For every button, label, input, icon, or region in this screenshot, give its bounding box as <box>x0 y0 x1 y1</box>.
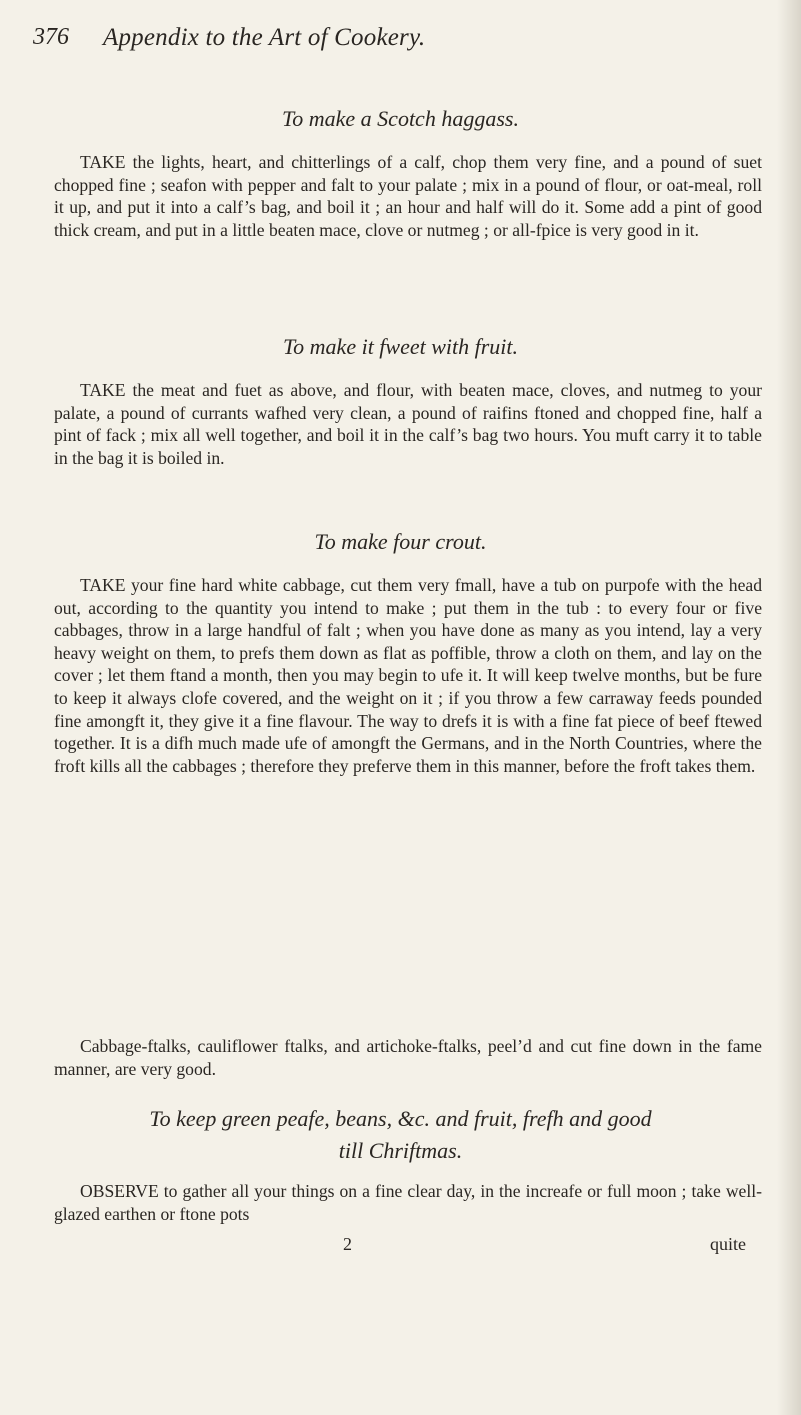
section-body-sweet-fruit: TAKE the meat and fuet as above, and flour, with beaten mace, cloves, and nutmeg to your palate, a pound of currants wafhed very clean, a pound of raifins ftoned and chopped fine, half a pint of fack ; mix all well together, and boil it in the calf’s bag two hours. You muft carry it to table in the bag it is boiled in. <box>54 380 762 468</box>
running-head: Appendix to the Art of Cookery. <box>103 24 426 51</box>
section-body-haggass: TAKE the lights, heart, and chitterlings of a calf, chop them very fine, and a pound of suet chopped fine ; seafon with pepper and falt to your palate ; mix in a pound of flour, or oat-meal, roll it up, and put it into a calf’s bag, and boil it ; an hour and half will do it. Some add a pint of good thick cream, and put in a little beaten mace, clove or nutmeg ; or all-fpice is very good in it. <box>54 152 762 240</box>
section-title-keep-green-line1: To keep green peafe, beans, &c. and fruit, frefh and good <box>149 1106 652 1131</box>
section-title-sweet-fruit: To make it fweet with fruit. <box>282 334 519 359</box>
section-body-sour-crout-stalks: Cabbage-ftalks, cauliflower ftalks, and artichoke-ftalks, peel’d and cut fine down in the fame manner, are very good. <box>54 1036 762 1079</box>
section-title-keep-green-line2: till Chriftmas. <box>338 1138 463 1163</box>
page-header <box>33 20 773 60</box>
page-number: 376 <box>33 24 69 50</box>
section-body-keep-green: OBSERVE to gather all your things on a fine clear day, in the increafe or full moon ; take well-glazed earthen or ftone pots <box>54 1181 762 1224</box>
page-edge-shadow <box>777 0 801 1415</box>
signature-mark: 2 <box>343 1234 352 1254</box>
section-title-haggass: To make a Scotch haggass. <box>282 106 519 131</box>
catchword: quite <box>710 1234 746 1254</box>
section-body-sour-crout: TAKE your fine hard white cabbage, cut them very fmall, have a tub on purpofe with the head out, according to the quantity you intend to make ; put them in the tub : to every four or five cabbages, throw in a large handful of falt ; when you have done as many as you intend, lay a very heavy weight on them, to prefs them down as flat as poffible, throw a cloth on them, and lay on the cover ; let them ftand a month, then you may begin to ufe it. It will keep twelve months, but be fure to keep it always clofe covered, and the weight on it ; if you throw a few carraway feeds pounded fine amongft it, they give it a fine flavour. The way to drefs it is with a fine fat piece of beef ftewed together. It is a difh much made ufe of amongft the Germans, and in the North Countries, where the froft kills all the cabbages ; therefore they preferve them in this manner, before the froft takes them. <box>54 575 762 776</box>
section-title-sour-crout: To make four crout. <box>314 529 487 554</box>
